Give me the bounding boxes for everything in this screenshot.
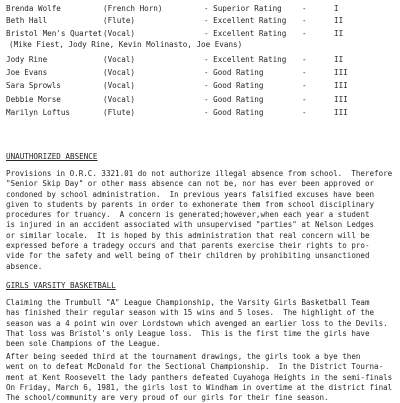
paragraph-line: "Senior Skip Day" or other mass absence can not be, nor has ever been approved or <box>6 179 375 189</box>
rating-dash: - <box>302 55 307 64</box>
paragraph-line: or similar locale. It is hoped by this administration that real concern will be <box>6 230 370 240</box>
performer-name: Joe Evans <box>6 68 48 77</box>
performer-instrument: (Vocal) <box>103 55 136 64</box>
basketball-heading: GIRLS VARSITY BASKETBALL <box>6 281 116 290</box>
paragraph-line: On Friday, March 6, 1981, the girls lost to Windham in overtime at the district final <box>6 382 393 392</box>
paragraph-line: been sole Champions of the League. <box>6 339 161 349</box>
rating-dash: - <box>302 68 307 77</box>
performer-name: Beth Hall <box>6 16 48 25</box>
rating-dash: - <box>302 4 307 13</box>
rating-dash: - <box>302 29 307 38</box>
performer-name: Bristol Men's Quartet <box>6 29 103 38</box>
paragraph-line: expressed before a tradegy occurs and that parents exercise their rights to pro- <box>6 241 370 251</box>
quartet-members: (Mike Fiest, Jody Rine, Kevin Molinasto, Joe Evans) <box>9 40 243 49</box>
rating-dash: - <box>302 16 307 25</box>
performer-name: Sara Sprowls <box>6 81 61 90</box>
paragraph-line: procedures for truancy. A concern is generated;however,when each year a student <box>6 210 370 220</box>
absence-heading: UNAUTHORIZED ABSENCE <box>6 152 98 161</box>
paragraph-line: Claiming the Trumbull "A" League Championship, the Varsity Girls Basketball Team <box>6 298 370 307</box>
performer-rating: - Excellent Rating <box>204 55 287 64</box>
rating-row <box>0 54 344 66</box>
basketball-paragraph-1 <box>6 298 398 349</box>
paragraph-line: Provisions in O.R.C. 3321.01 do not authorize illegal absence from school. Therefore <box>6 169 393 178</box>
performer-instrument: (French Horn) <box>103 4 163 13</box>
rating-row <box>0 107 348 119</box>
paragraph-line: The school/community are very proud of our girls for their fine season. <box>6 393 329 403</box>
rating-dash: - <box>302 95 307 104</box>
performer-rating: - Good Rating <box>204 81 264 90</box>
performer-rating: - Good Rating <box>204 68 264 77</box>
rating-row <box>0 15 344 27</box>
paragraph-line: given to students by parents in order to exhonerate them from school disciplinary <box>6 199 375 209</box>
performer-instrument: (Vocal) <box>103 81 136 90</box>
paragraph-line: is injured in an accident associated with unsupervised "parties" at Nelson Ledges <box>6 220 375 230</box>
rating-grade: III <box>334 108 348 117</box>
basketball-paragraph-2 <box>6 352 398 403</box>
performer-instrument: (Flute) <box>103 16 136 25</box>
performer-name: Jody Rine <box>6 55 48 64</box>
rating-grade: II <box>334 16 344 25</box>
performer-rating: - Superior Rating <box>204 4 282 13</box>
performer-rating: - Excellent Rating <box>204 16 287 25</box>
performer-instrument: (Vocal) <box>103 29 136 38</box>
performer-instrument: (Vocal) <box>103 95 136 104</box>
rating-row <box>0 80 348 92</box>
absence-paragraph <box>6 169 398 272</box>
performer-name: Brenda Wolfe <box>6 4 61 13</box>
performer-rating: - Good Rating <box>204 95 264 104</box>
rating-row <box>0 94 348 106</box>
paragraph-line: has finished their regular season with 15 wins and 5 loses. The highlight of the <box>6 308 375 318</box>
performer-instrument: (Vocal) <box>103 68 136 77</box>
rating-grade: III <box>334 81 348 90</box>
rating-grade: I <box>334 4 339 13</box>
performer-instrument: (Flute) <box>103 108 136 117</box>
paragraph-line: That loss was Bristol's only League loss. This is the first time the girls have <box>6 328 370 338</box>
rating-row <box>0 67 348 79</box>
performer-rating: - Excellent Rating <box>204 29 287 38</box>
rating-dash: - <box>302 108 307 117</box>
paragraph-line: condoned by school administration. In previous years falsified excuses have been <box>6 189 375 199</box>
paragraph-line: After being seeded third at the tournament drawings, the girls took a bye then <box>6 352 361 361</box>
paragraph-line: ment at Kent Roosevelt the lady panthers defeated Cuyahoga Heights in the semi-finals <box>6 372 393 382</box>
rating-grade: II <box>334 29 344 38</box>
rating-row <box>0 3 339 15</box>
paragraph-line: season was a 4 point win over Lordstown which avenged an earlier loss to the Devils. <box>6 318 388 328</box>
performer-name: Marilyn Loftus <box>6 108 71 117</box>
paragraph-line: went on to defeat McDonald for the Sectional Championship. In the District Tourna- <box>6 362 384 372</box>
performer-name: Debbie Morse <box>6 95 61 104</box>
paragraph-line: vide for the safety and well being of their children by prohibiting unsanctioned <box>6 251 370 261</box>
paragraph-line: absence. <box>6 261 43 271</box>
rating-grade: III <box>334 68 348 77</box>
rating-grade: III <box>334 95 348 104</box>
rating-dash: - <box>302 81 307 90</box>
performer-rating: - Good Rating <box>204 108 264 117</box>
rating-grade: II <box>334 55 344 64</box>
